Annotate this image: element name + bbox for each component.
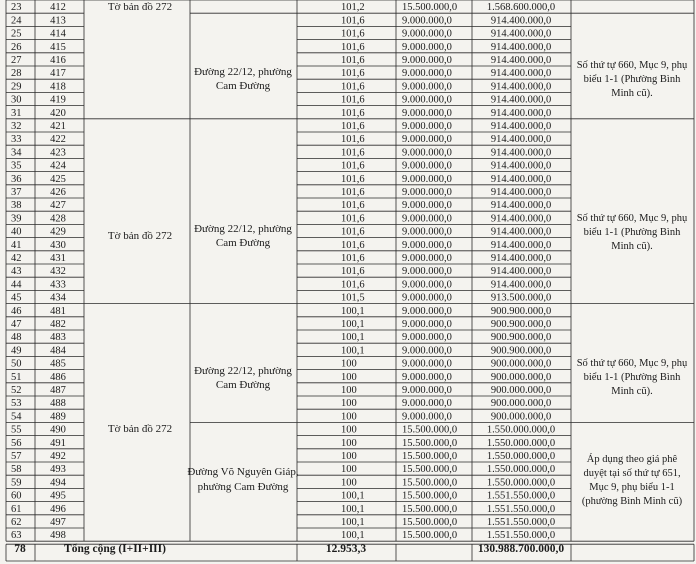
row-amount: 1.550.000.000,0 xyxy=(486,424,556,436)
row-parcel: 483 xyxy=(50,332,66,344)
row-parcel: 417 xyxy=(50,68,66,80)
row-area: 100,1 xyxy=(341,305,365,317)
row-stt: 45 xyxy=(11,292,22,304)
row-parcel: 424 xyxy=(50,160,66,172)
row-parcel: 481 xyxy=(50,305,66,317)
row-amount: 914.400.000,0 xyxy=(490,55,552,66)
row-unit-price: 15.500.000,0 xyxy=(402,437,458,449)
row-area: 101,6 xyxy=(341,134,365,146)
row-parcel: 498 xyxy=(50,530,66,542)
map-sheet-label: Tờ bản đồ 272 xyxy=(107,423,173,435)
row-amount: 900.900.000,0 xyxy=(490,332,552,344)
row-stt: 36 xyxy=(11,173,22,185)
row-amount: 914.400.000,0 xyxy=(490,94,552,106)
row-amount: 914.400.000,0 xyxy=(490,239,552,251)
row-unit-price: 9.000.000,0 xyxy=(402,292,452,304)
map-sheet-label: Tờ bản đồ 272 xyxy=(107,1,173,13)
row-stt: 28 xyxy=(11,68,22,80)
row-parcel: 416 xyxy=(50,55,66,66)
street-group-name: Đường 22/12, phường xyxy=(194,223,292,235)
note-text: (phường Bình Minh cũ) xyxy=(581,496,683,507)
row-unit-price: 9.000.000,0 xyxy=(402,226,452,238)
row-parcel: 420 xyxy=(50,107,66,119)
row-parcel: 431 xyxy=(50,253,66,264)
map-sheet-label: Tờ bản đồ 272 xyxy=(107,230,173,242)
row-parcel: 429 xyxy=(50,226,66,238)
row-area: 100 xyxy=(341,371,357,383)
row-unit-price: 15.500.000,0 xyxy=(402,464,458,476)
row-amount: 914.400.000,0 xyxy=(490,134,552,146)
row-amount: 900.000.000,0 xyxy=(490,398,552,410)
note-text: biểu 1-1 (Phường Bình xyxy=(583,74,681,85)
row-stt: 51 xyxy=(11,371,22,383)
row-stt: 50 xyxy=(11,358,22,370)
row-unit-price: 9.000.000,0 xyxy=(402,41,452,53)
row-area: 101,6 xyxy=(341,15,365,27)
row-unit-price: 9.000.000,0 xyxy=(402,68,452,80)
row-amount: 900.900.000,0 xyxy=(490,345,552,357)
row-parcel: 494 xyxy=(50,477,66,489)
row-area: 100 xyxy=(341,437,357,449)
row-stt: 39 xyxy=(11,213,22,225)
row-stt: 27 xyxy=(11,55,22,66)
row-amount: 914.400.000,0 xyxy=(490,266,552,278)
row-stt: 46 xyxy=(11,305,22,317)
row-parcel: 425 xyxy=(50,173,66,185)
row-stt: 62 xyxy=(11,517,22,528)
row-area: 100 xyxy=(341,385,357,396)
row-area: 100 xyxy=(341,398,357,410)
row-unit-price: 9.000.000,0 xyxy=(402,147,452,159)
row-amount: 914.400.000,0 xyxy=(490,187,552,198)
row-stt: 56 xyxy=(11,437,22,449)
row-unit-price: 9.000.000,0 xyxy=(402,239,452,251)
row-unit-price: 9.000.000,0 xyxy=(402,305,452,317)
row-unit-price: 9.000.000,0 xyxy=(402,200,452,212)
row-parcel: 497 xyxy=(50,517,66,528)
row-stt: 40 xyxy=(11,226,22,238)
row-stt: 35 xyxy=(11,160,22,172)
row-parcel: 419 xyxy=(50,94,66,106)
row-area: 101,6 xyxy=(341,239,365,251)
row-parcel: 485 xyxy=(50,358,66,370)
row-area: 100,1 xyxy=(341,345,365,357)
row-parcel: 496 xyxy=(50,503,66,515)
row-stt: 41 xyxy=(11,239,22,251)
row-unit-price: 9.000.000,0 xyxy=(402,55,452,66)
row-parcel: 495 xyxy=(50,490,66,502)
row-unit-price: 9.000.000,0 xyxy=(402,134,452,146)
row-amount: 900.000.000,0 xyxy=(490,358,552,370)
row-unit-price: 9.000.000,0 xyxy=(402,173,452,185)
row-amount: 914.400.000,0 xyxy=(490,41,552,53)
row-area: 101,2 xyxy=(341,2,365,14)
row-unit-price: 9.000.000,0 xyxy=(402,28,452,40)
row-unit-price: 9.000.000,0 xyxy=(402,253,452,264)
row-area: 101,6 xyxy=(341,253,365,264)
row-parcel: 428 xyxy=(50,213,66,225)
total-stt: 78 xyxy=(14,543,26,555)
note-text: biểu 1-1 (Phường Bình xyxy=(583,372,681,383)
note-text: biểu 1-1 (Phường Bình xyxy=(583,227,681,238)
row-area: 101,6 xyxy=(341,68,365,80)
note-text: Số thứ tự 660, Mục 9, phụ xyxy=(576,60,688,71)
row-unit-price: 9.000.000,0 xyxy=(402,358,452,370)
row-unit-price: 9.000.000,0 xyxy=(402,81,452,93)
row-unit-price: 15.500.000,0 xyxy=(402,2,458,14)
row-area: 101,6 xyxy=(341,173,365,185)
row-area: 100,1 xyxy=(341,332,365,344)
row-amount: 914.400.000,0 xyxy=(490,253,552,264)
row-area: 101,6 xyxy=(341,81,365,93)
row-amount: 1.550.000.000,0 xyxy=(486,437,556,449)
note-text: Minh cũ). xyxy=(611,88,653,99)
row-stt: 47 xyxy=(11,319,22,330)
street-group-name: Cam Đường xyxy=(215,80,271,92)
note-text: Số thứ tự 660, Mục 9, phụ xyxy=(576,358,688,369)
row-amount: 914.400.000,0 xyxy=(490,279,552,291)
row-unit-price: 9.000.000,0 xyxy=(402,279,452,291)
row-parcel: 482 xyxy=(50,319,66,330)
row-amount: 900.000.000,0 xyxy=(490,385,552,396)
street-group-name: Cam Đường xyxy=(215,237,271,249)
row-stt: 25 xyxy=(11,28,22,40)
row-parcel: 418 xyxy=(50,81,66,93)
row-amount: 914.400.000,0 xyxy=(490,160,552,172)
row-amount: 913.500.000,0 xyxy=(490,292,552,304)
row-area: 101,6 xyxy=(341,226,365,238)
row-stt: 31 xyxy=(11,107,22,119)
row-area: 100 xyxy=(341,424,357,436)
row-area: 100 xyxy=(341,451,357,462)
row-stt: 57 xyxy=(11,451,22,462)
row-stt: 55 xyxy=(11,424,22,436)
street-group-name: Đường 22/12, phường xyxy=(194,66,292,78)
row-parcel: 488 xyxy=(50,398,66,410)
row-amount: 914.400.000,0 xyxy=(490,173,552,185)
row-unit-price: 15.500.000,0 xyxy=(402,451,458,462)
row-parcel: 430 xyxy=(50,239,66,251)
row-amount: 1.551.550.000,0 xyxy=(486,490,556,502)
row-area: 101,6 xyxy=(341,187,365,198)
row-unit-price: 15.500.000,0 xyxy=(402,517,458,528)
row-amount: 914.400.000,0 xyxy=(490,28,552,40)
row-stt: 61 xyxy=(11,503,22,515)
row-area: 101,6 xyxy=(341,94,365,106)
row-parcel: 433 xyxy=(50,279,66,291)
row-area: 101,6 xyxy=(341,266,365,278)
street-group-name: Đường 22/12, phường xyxy=(194,365,292,377)
row-amount: 900.900.000,0 xyxy=(490,305,552,317)
row-parcel: 490 xyxy=(50,424,66,436)
row-stt: 33 xyxy=(11,134,22,146)
row-unit-price: 9.000.000,0 xyxy=(402,332,452,344)
row-unit-price: 15.500.000,0 xyxy=(402,530,458,542)
row-parcel: 489 xyxy=(50,411,66,423)
row-area: 101,6 xyxy=(341,28,365,40)
row-area: 100,1 xyxy=(341,490,365,502)
note-text: Số thứ tự 660, Mục 9, phụ xyxy=(576,213,688,224)
row-stt: 63 xyxy=(11,530,22,542)
row-stt: 54 xyxy=(11,411,22,423)
row-stt: 53 xyxy=(11,398,22,410)
row-stt: 49 xyxy=(11,345,22,357)
row-area: 101,6 xyxy=(341,279,365,291)
row-stt: 32 xyxy=(11,121,22,132)
row-unit-price: 9.000.000,0 xyxy=(402,213,452,225)
row-parcel: 427 xyxy=(50,200,66,212)
row-amount: 914.400.000,0 xyxy=(490,68,552,80)
street-group-name: phường Cam Đường xyxy=(197,481,289,493)
row-amount: 1.551.550.000,0 xyxy=(486,503,556,515)
row-stt: 59 xyxy=(11,477,22,489)
row-parcel: 492 xyxy=(50,451,66,462)
row-amount: 900.000.000,0 xyxy=(490,371,552,383)
row-parcel: 486 xyxy=(50,371,66,383)
row-stt: 44 xyxy=(11,279,22,291)
row-stt: 26 xyxy=(11,41,22,53)
row-area: 101,6 xyxy=(341,160,365,172)
row-unit-price: 9.000.000,0 xyxy=(402,411,452,423)
row-parcel: 493 xyxy=(50,464,66,476)
row-stt: 58 xyxy=(11,464,22,476)
row-parcel: 434 xyxy=(50,292,66,304)
row-area: 101,6 xyxy=(341,107,365,119)
row-parcel: 487 xyxy=(50,385,66,396)
total-label: Tổng cộng (I+II+III) xyxy=(64,543,166,555)
row-area: 100 xyxy=(341,358,357,370)
row-area: 101,6 xyxy=(341,55,365,66)
row-stt: 24 xyxy=(11,15,22,27)
row-area: 101,6 xyxy=(341,41,365,53)
row-area: 101,6 xyxy=(341,200,365,212)
row-amount: 1.550.000.000,0 xyxy=(486,464,556,476)
street-group-name: Cam Đường xyxy=(215,379,271,391)
row-unit-price: 9.000.000,0 xyxy=(402,94,452,106)
row-unit-price: 9.000.000,0 xyxy=(402,319,452,330)
row-amount: 914.400.000,0 xyxy=(490,200,552,212)
row-stt: 52 xyxy=(11,385,22,396)
row-parcel: 422 xyxy=(50,134,66,146)
row-stt: 43 xyxy=(11,266,22,278)
row-unit-price: 15.500.000,0 xyxy=(402,490,458,502)
row-stt: 38 xyxy=(11,200,22,212)
row-area: 100,1 xyxy=(341,319,365,330)
row-unit-price: 15.500.000,0 xyxy=(402,424,458,436)
row-area: 101,6 xyxy=(341,121,365,132)
row-unit-price: 9.000.000,0 xyxy=(402,345,452,357)
row-unit-price: 15.500.000,0 xyxy=(402,477,458,489)
row-amount: 1.568.600.000,0 xyxy=(486,2,556,14)
row-area: 101,6 xyxy=(341,213,365,225)
row-amount: 1.550.000.000,0 xyxy=(486,451,556,462)
row-unit-price: 9.000.000,0 xyxy=(402,160,452,172)
note-text: Mục 9, phụ biểu 1-1 xyxy=(589,482,675,493)
row-parcel: 426 xyxy=(50,187,66,198)
row-amount: 1.551.550.000,0 xyxy=(486,517,556,528)
row-unit-price: 9.000.000,0 xyxy=(402,121,452,132)
row-amount: 914.400.000,0 xyxy=(490,226,552,238)
row-amount: 914.400.000,0 xyxy=(490,81,552,93)
row-unit-price: 9.000.000,0 xyxy=(402,385,452,396)
row-parcel: 412 xyxy=(50,2,66,14)
row-unit-price: 9.000.000,0 xyxy=(402,187,452,198)
row-parcel: 432 xyxy=(50,266,66,278)
row-unit-price: 9.000.000,0 xyxy=(402,266,452,278)
row-area: 100,1 xyxy=(341,530,365,542)
row-parcel: 413 xyxy=(50,15,66,27)
total-amount: 130.988.700.000,0 xyxy=(477,543,565,555)
row-unit-price: 9.000.000,0 xyxy=(402,371,452,383)
row-area: 100 xyxy=(341,464,357,476)
row-stt: 37 xyxy=(11,187,22,198)
row-amount: 914.400.000,0 xyxy=(490,147,552,159)
row-area: 100 xyxy=(341,411,357,423)
note-text: Minh cũ). xyxy=(611,386,653,397)
row-area: 100,1 xyxy=(341,517,365,528)
row-stt: 34 xyxy=(11,147,22,159)
row-unit-price: 9.000.000,0 xyxy=(402,15,452,27)
row-parcel: 421 xyxy=(50,121,66,132)
row-parcel: 414 xyxy=(50,28,66,40)
row-stt: 30 xyxy=(11,94,22,106)
row-stt: 29 xyxy=(11,81,22,93)
note-text: Áp dụng theo giá phê xyxy=(586,454,678,465)
row-amount: 900.900.000,0 xyxy=(490,319,552,330)
row-area: 100,1 xyxy=(341,503,365,515)
row-area: 101,6 xyxy=(341,147,365,159)
row-unit-price: 15.500.000,0 xyxy=(402,503,458,515)
row-amount: 914.400.000,0 xyxy=(490,15,552,27)
total-area: 12.953,3 xyxy=(325,543,367,555)
row-stt: 42 xyxy=(11,253,22,264)
row-stt: 23 xyxy=(11,2,22,14)
row-amount: 900.000.000,0 xyxy=(490,411,552,423)
row-unit-price: 9.000.000,0 xyxy=(402,398,452,410)
note-text: duyệt tại số thứ tự 651, xyxy=(583,468,681,479)
row-unit-price: 9.000.000,0 xyxy=(402,107,452,119)
row-parcel: 415 xyxy=(50,41,66,53)
row-parcel: 423 xyxy=(50,147,66,159)
row-area: 101,5 xyxy=(341,292,365,304)
row-amount: 914.400.000,0 xyxy=(490,107,552,119)
row-amount: 914.400.000,0 xyxy=(490,213,552,225)
row-amount: 1.550.000.000,0 xyxy=(486,477,556,489)
row-amount: 1.551.550.000,0 xyxy=(486,530,556,542)
row-stt: 48 xyxy=(11,332,22,344)
note-text: Minh cũ). xyxy=(611,241,653,252)
row-area: 100 xyxy=(341,477,357,489)
street-group-name: Đường Võ Nguyên Giáp, xyxy=(187,466,299,478)
row-amount: 914.400.000,0 xyxy=(490,121,552,132)
row-parcel: 491 xyxy=(50,437,66,449)
row-parcel: 484 xyxy=(50,345,66,357)
row-stt: 60 xyxy=(11,490,22,502)
